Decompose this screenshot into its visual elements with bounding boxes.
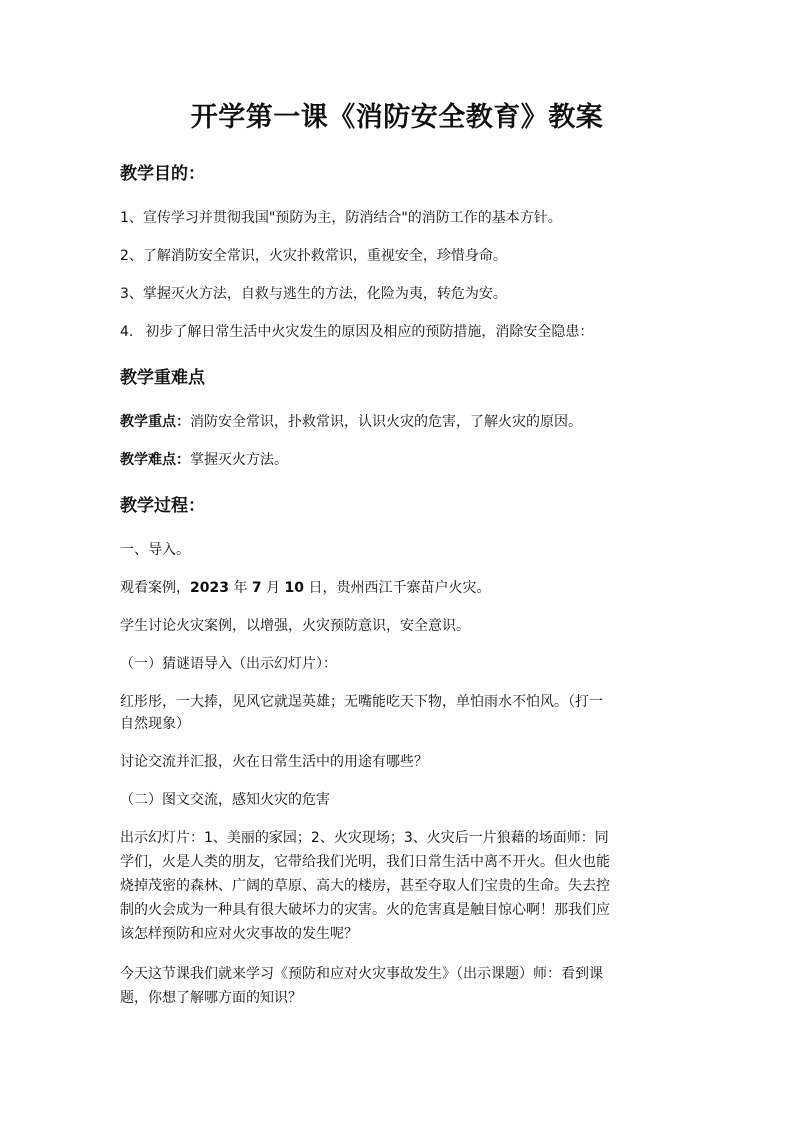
case-year: 2023	[190, 580, 229, 596]
riddle-heading: （一）猜谜语导入（出示幻灯片）：	[120, 656, 337, 672]
case-pre: 观看案例，	[120, 580, 190, 596]
case-post: 日，贵州西江千寨苗户火灾。	[308, 580, 491, 596]
objective-item-4-text: 初步了解日常生活中火灾发生的原因及相应的预防措施，消除安全隐患：	[145, 324, 594, 340]
riddle-line-1: 红彤彤，一大捧，见风它就逞英雄；无嘴能吃天下物，单怕雨水不怕风。（打一	[120, 694, 603, 710]
slides-line-3: 烧掉茂密的森林、广阔的草原、高大的楼房，甚至夺取人们宝贵的生命。失去控	[120, 878, 610, 894]
focus-text: 消防安全常识，扑救常识，认识火灾的危害，了解火灾的原因。	[190, 414, 582, 430]
slides-line-4: 制的火会成为一种具有很大破坏力的灾害。火的危害真是触目惊心啊！那我们应	[120, 902, 610, 918]
case-line	[120, 573, 680, 603]
difficulty-text: 掌握灭火方法。	[190, 452, 288, 468]
discuss-line: 学生讨论火灾案例，以增强，火灾预防意识，安全意识。	[120, 618, 470, 634]
case-year-unit: 年	[233, 580, 248, 596]
document-title: 开学第一课《消防安全教育》教案	[190, 102, 604, 133]
difficulty-line	[120, 445, 680, 475]
objective-item-3: 3、掌握灭火方法，自救与逃生的方法，化险为夷，转危为安。	[120, 286, 507, 302]
keypoints-heading: 教学重难点	[120, 368, 205, 388]
slides-line-5: 该怎样预防和应对火灾事故的发生呢？	[120, 926, 358, 942]
intro-line: 一、导入。	[120, 542, 190, 558]
pictures-heading: （二）图文交流，感知火灾的危害	[120, 792, 330, 808]
process-heading: 教学过程：	[120, 496, 205, 516]
difficulty-label: 教学难点：	[120, 452, 190, 468]
objectives-heading: 教学目的：	[120, 164, 205, 184]
focus-label: 教学重点：	[120, 414, 190, 430]
case-day: 10	[284, 580, 305, 596]
slides-line-1: 出示幻灯片：1、美丽的家园；2、火灾现场；3、火灾后一片狼藉的场面师：同	[120, 830, 609, 846]
riddle-line-2: 自然现象）	[120, 716, 190, 732]
case-month-unit: 月	[266, 580, 281, 596]
objective-item-1: 1、宣传学习并贯彻我国"预防为主，防消结合"的消防工作的基本方针。	[120, 210, 562, 226]
today-line-2: 题，你想了解哪方面的知识？	[120, 990, 302, 1006]
slides-line-2: 学们，火是人类的朋友，它带给我们光明，我们日常生活中离不开火。但火也能	[120, 854, 610, 870]
case-month: 7	[251, 580, 262, 596]
objective-item-4	[120, 317, 680, 347]
report-line: 讨论交流并汇报，火在日常生活中的用途有哪些？	[120, 754, 428, 770]
objective-item-4-number: 4.	[120, 324, 134, 340]
today-line-1: 今天这节课我们就来学习《预防和应对火灾事故发生》（出示课题）师：看到课	[120, 966, 603, 982]
objective-item-2: 2、了解消防安全常识，火灾扑救常识，重视安全，珍惜身命。	[120, 248, 507, 264]
focus-line	[120, 407, 680, 437]
